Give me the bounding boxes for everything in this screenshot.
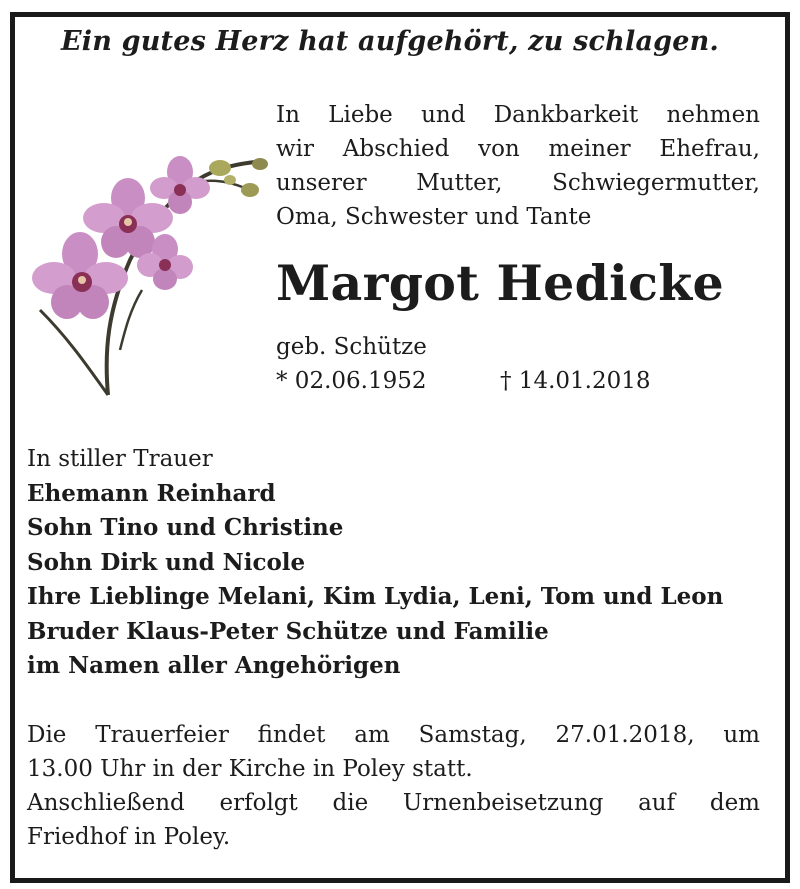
intro-line: unserer Mutter, Schwiegermutter, [276,170,760,196]
death-date: † 14.01.2018 [500,368,651,394]
ceremony-text [27,718,760,854]
mourning-intro: In stiller Trauer [27,446,213,472]
mourners-list [27,442,767,684]
birth-date: * 02.06.1952 [276,368,427,394]
intro-line: In Liebe und Dankbarkeit nehmen [276,102,760,128]
intro-text [276,98,760,234]
mourner-entry: Sohn Tino und Christine [27,514,344,541]
mourner-entry: Bruder Klaus-Peter Schütze und Familie [27,617,549,645]
mourner-entry: im Namen aller Angehörigen [27,652,401,679]
orchid-image [30,150,280,400]
intro-line: wir Abschied von meiner Ehefrau, [276,136,760,162]
mourner-entry: Ehemann Reinhard [27,479,276,507]
intro-line: Oma, Schwester und Tante [276,204,592,230]
ceremony-line: Die Trauerfeier findet am Samstag, 27.01.2018, um [27,722,760,748]
ceremony-line: 13.00 Uhr in der Kirche in Poley statt. [27,756,473,782]
ceremony-line: Anschließend erfolgt die Urnenbeisetzung auf dem [27,790,760,816]
deceased-name: Margot Hedicke [276,254,724,312]
birth-name: geb. Schütze [276,334,427,360]
mourner-entry: Sohn Dirk und Nicole [27,548,306,576]
ceremony-line: Friedhof in Poley. [27,824,231,850]
mourner-entry: Ihre Lieblinge Melani, Kim Lydia, Leni, Tom und Leon [27,583,724,610]
headline: Ein gutes Herz hat aufgehört, zu schlagen. [60,26,720,57]
